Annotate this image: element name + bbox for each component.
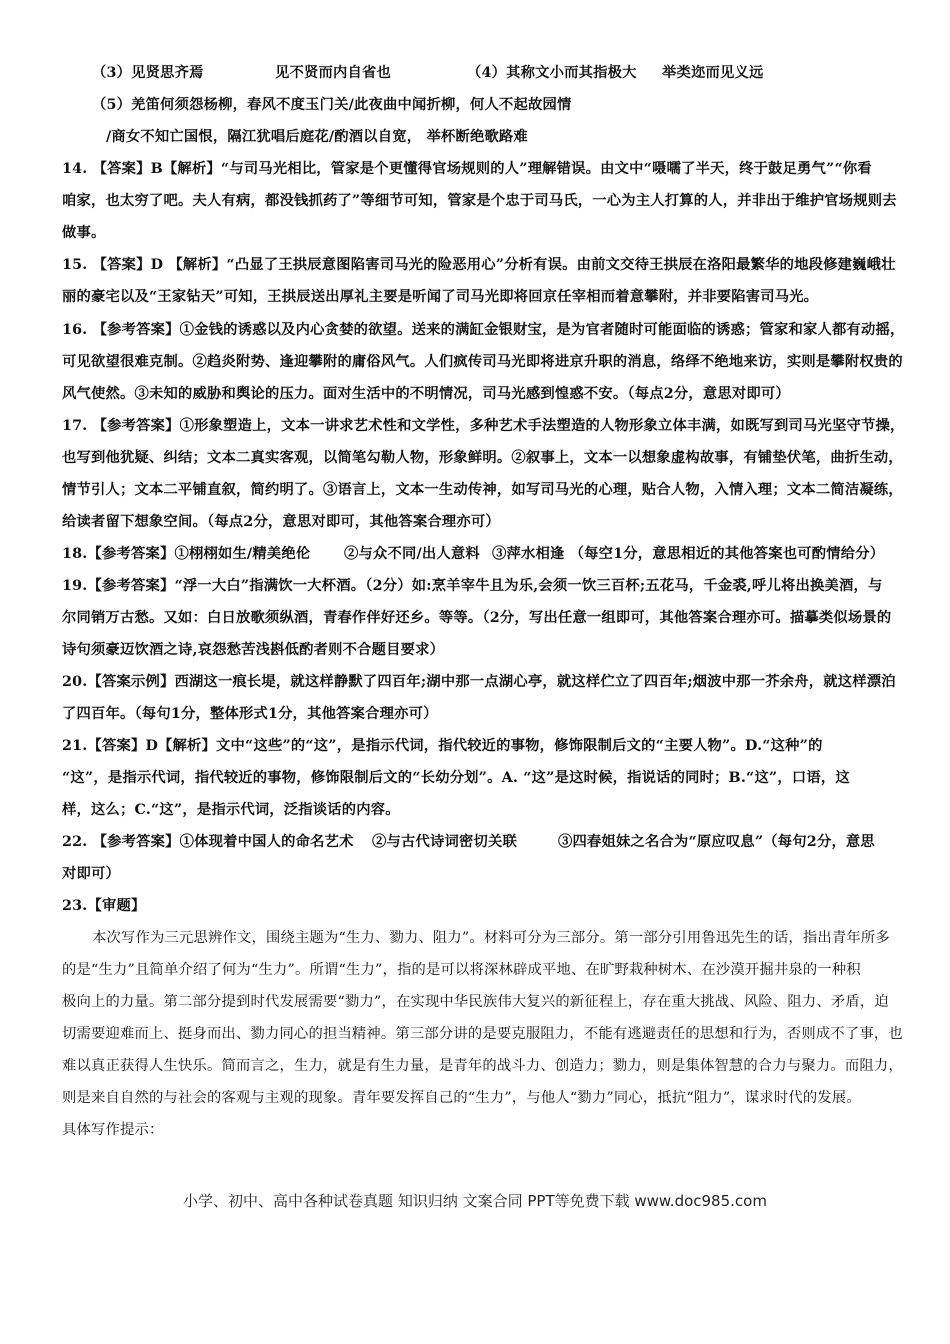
q20-line2: 了四百年。（每句1分，整体形式1分，其他答案合理亦可） [62,706,438,722]
q17-line4: 给读者留下想象空间。（每点2分，意思对即可，其他答案合理亦可） [62,514,500,530]
q18-answer-1: 18.【参考答案】①栩栩如生/精美绝伦 [62,546,311,562]
q16-line3: 风气使然。③未知的威胁和舆论的压力。面对生活中的不明情况，司马光感到惶惑不安。（每点2分，意思对即可） [62,386,790,402]
page-footer: 小学、初中、高中各种试卷真题 知识归纳 文案合同 PPT等免费下载 www.doc985.com [183,1192,767,1210]
q14-line2: 咱家，也太穷了吧。夫人有病，都没钱抓药了”等细节可知，管家是个忠于司马氏，一心为主人打算的人，并非出于维护官场规则去 [62,193,897,209]
q22-answer-3: ③四春姐妹之名合为“原应叹息”（每句2分，意思 [558,834,875,850]
q23-heading: 23.【审题】 [62,898,146,914]
q23-line4: 切需要迎难而上、挺身而出、勠力同心的担当精神。第三部分讲的是要克服阻力，不能有逃避责任的思想和行为，否则成不了事，也 [62,1026,903,1042]
q18-answer-2: ②与众不同/出人意料 [344,546,480,562]
q19-line2: 尔同销万古愁。又如：白日放歌须纵酒，青春作伴好还乡。等等。（2分，写出任意一组即可，其他答案合理亦可。描摹类似场景的 [62,610,892,626]
q21-line1: 21.【答案】D【解析】文中“这些”的“这”，是指示代词，指代较近的事物，修饰限制后文的“主要人物”。D.“这种”的 [62,738,823,754]
q15-line2: 丽的豪宅以及“王家钻天”可知，王拱辰送出厚礼主要是听闻了司马光即将回京任宰相而着意攀附，并非要陷害司马光。 [62,289,819,305]
q22-answer-2: ②与古代诗词密切关联 [372,834,517,850]
q23-line6: 则是来自自然的与社会的客观与主观的现象。青年要发挥自己的“生力”，与他人“勠力”同心，抵抗“阻力”，谋求时代的发展。 [62,1090,861,1106]
q14-line1: 14. 【答案】B【解析】“与司马光相比，管家是个更懂得官场规则的人”理解错误。由文中“嗫嚅了半天，终于鼓足勇气”“你看 [62,161,872,177]
q23-line5: 难以真正获得人生快乐。简而言之，生力，就是有生力量，是青年的战斗力、创造力；勠力，则是集体智慧的合力与聚力。而阻力， [62,1058,903,1074]
q13-item5-line2: /商女不知亡国恨，隔江犹唱后庭花/酌酒以自宽， 举杯断绝歌路难 [106,129,528,145]
q17-line1: 17. 【参考答案】①形象塑造上，文本一讲求艺术性和文学性，多种艺术手法塑造的人物形象立体丰满，如既写到司马光坚守节操， [62,418,905,434]
q13-item4-part1: （4）其称文小而其指极大 [467,65,637,81]
q23-line7: 具体写作提示： [62,1122,164,1138]
q14-line3: 做事。 [62,225,106,241]
q15-line1: 15. 【答案】D 【解析】“凸显了王拱辰意图陷害司马光的险恶用心”分析有误。由前文交待王拱辰在洛阳最繁华的地段修建巍峨壮 [62,257,896,273]
q23-line3: 极向上的力量。第二部分提到时代发展需要“勠力”，在实现中华民族伟大复兴的新征程上，存在重大挑战、风险、阻力、矛盾，迫 [62,994,889,1010]
q23-line1: 本次写作为三元思辨作文，围绕主题为“生力、勠力、阻力”。材料可分为三部分。第一部分引用鲁迅先生的话，指出青年所多 [92,930,890,946]
q23-line2: 的是“生力”且简单介绍了何为“生力”。所谓“生力”，指的是可以将深林辟成平地、在旷野栽种树木、在沙漠开掘井泉的一种积 [62,962,861,978]
q20-line1: 20.【答案示例】西湖这一痕长堤，就这样静默了四百年;湖中那一点湖心亭，就这样伫立了四百年;烟波中那一芥余舟，就这样漂泊 [62,674,896,690]
q19-line1: 19.【参考答案】“浮一大白”指满饮一大杯酒。（2分）如:烹羊宰牛且为乐,会须一饮三百杯;五花马，千金裘,呼儿将出换美酒，与 [62,578,883,594]
q17-line3: 情节引人；文本二平铺直叙，简约明了。③语言上，文本一生动传神，如写司马光的心理，贴合人物，入情入理；文本二简洁凝练， [62,482,903,498]
q21-line2: “这”，是指示代词，指代较近的事物，修饰限制后文的“长幼分划”。A. “这”是这时候，指说话的同时；B.“这”，口语，这 [62,770,850,786]
q18-answer-3: ③萍水相逢 （每空1分，意思相近的其他答案也可酌情给分） [492,546,885,562]
q13-item3-part2: 见不贤而内自省也 [275,65,391,81]
q21-line3: 样，这么；C.“这”，是指示代词，泛指谈话的内容。 [62,802,400,818]
q16-line2: 可见欲望很难克制。②趋炎附势、逢迎攀附的庸俗风气。人们疯传司马光即将进京升职的消息，络绎不绝地来访，实则是攀附权贵的 [62,354,903,370]
q13-item5-line1: （5）羌笛何须怨杨柳，春风不度玉门关/此夜曲中闻折柳，何人不起故园情 [92,97,572,113]
q16-line1: 16. 【参考答案】①金钱的诱惑以及内心贪婪的欲望。送来的满缸金银财宝，是为官者随时可能面临的诱惑；管家和家人都有动摇， [62,322,905,338]
q13-item4-part2: 举类迩而见义远 [662,65,764,81]
q13-item3-part1: （3）见贤思齐焉 [92,65,204,81]
q19-line3: 诗句须豪迈饮酒之诗,哀怨愁苦浅斟低酌者则不合题目要求） [62,642,445,658]
q22-line2: 对即可） [62,866,120,882]
q22-answer-1: 22. 【参考答案】①体现着中国人的命名艺术 [62,834,354,850]
q17-line2: 也写到他犹疑、纠结；文本二真实客观，以简笔勾勒人物，形象鲜明。②叙事上，文本一以想象虚构故事，有铺垫伏笔，曲折生动， [62,450,903,466]
